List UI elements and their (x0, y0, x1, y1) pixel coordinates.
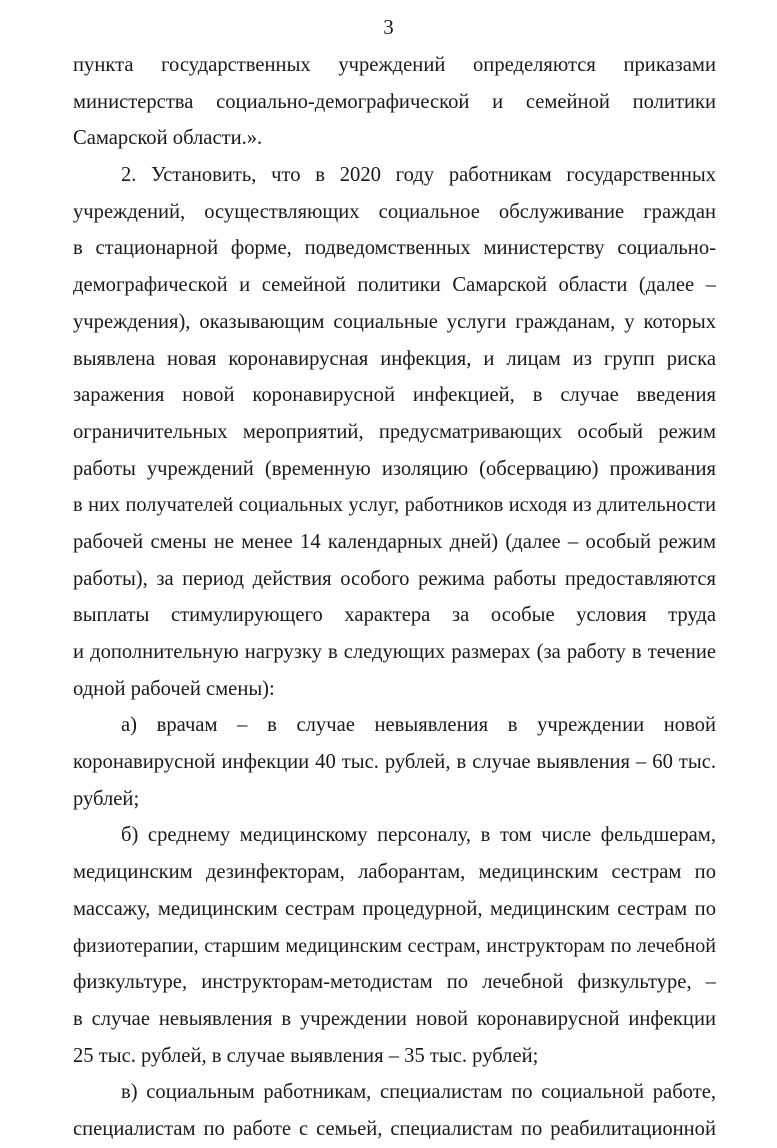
page-number: 3 (383, 15, 394, 39)
text-line: рабочей смены не менее 14 календарных дней) (далее – особый режим (73, 530, 716, 553)
text-line: и дополнительную нагрузку в следующих размерах (за работу в течение (73, 641, 716, 663)
text-line: б) среднему медицинскому персоналу, в том числе фельдшерам, (121, 824, 716, 847)
text-line: учреждения), оказывающим социальные услуги гражданам, у которых (73, 310, 716, 333)
text-line: учреждений, осуществляющих социальное обслуживание граждан (73, 200, 716, 223)
text-line: 25 тыс. рублей, в случае выявления – 35 тыс. рублей; (73, 1044, 539, 1067)
document-body (73, 47, 716, 1148)
text-line: в) социальным работникам, специалистам по социальной работе, (121, 1081, 716, 1104)
text-line: выявлена новая коронавирусная инфекция, и лицам из групп риска (73, 347, 716, 370)
text-line: пункта государственных учреждений определяются приказами (73, 54, 716, 76)
text-line: заражения новой коронавирусной инфекцией, в случае введения (73, 384, 716, 407)
text-line: выплаты стимулирующего характера за особые условия труда (73, 604, 716, 627)
text-line: работы учреждений (временную изоляцию (обсервацию) проживания (73, 457, 716, 480)
text-line: рублей; (73, 787, 140, 810)
text-line: 2. Установить, что в 2020 году работникам государственных (121, 164, 716, 187)
text-line: физкультуре, инструкторам-методистам по лечебной физкультуре, – (73, 971, 716, 994)
text-line: ограничительных мероприятий, предусматривающих особый режим (73, 420, 716, 443)
text-line: а) врачам – в случае невыявления в учреждении новой (121, 714, 716, 737)
text-line: Самарской области.». (73, 127, 263, 150)
text-line: в них получателей социальных услуг, работников исходя из длительности (73, 494, 716, 517)
text-line: массажу, медицинским сестрам процедурной, медицинским сестрам по (73, 897, 716, 920)
text-line: в стационарной форме, подведомственных министерству социально- (73, 237, 716, 260)
text-line: физиотерапии, старшим медицинским сестрам, инструкторам по лечебной (73, 934, 716, 957)
text-line: медицинским дезинфекторам, лаборантам, медицинским сестрам по (73, 861, 716, 884)
text-line: министерства социально-демографической и семейной политики (73, 90, 716, 113)
text-line: работы), за период действия особого режима работы предоставляются (73, 567, 716, 590)
text-line: в случае невыявления в учреждении новой коронавирусной инфекции (73, 1007, 716, 1030)
text-line: одной рабочей смены): (73, 677, 275, 700)
text-line: специалистам по работе с семьей, специалистам по реабилитационной (73, 1117, 716, 1140)
text-line: демографической и семейной политики Самарской области (далее – (73, 274, 716, 297)
text-line: коронавирусной инфекции 40 тыс. рублей, в случае выявления – 60 тыс. (73, 751, 716, 774)
